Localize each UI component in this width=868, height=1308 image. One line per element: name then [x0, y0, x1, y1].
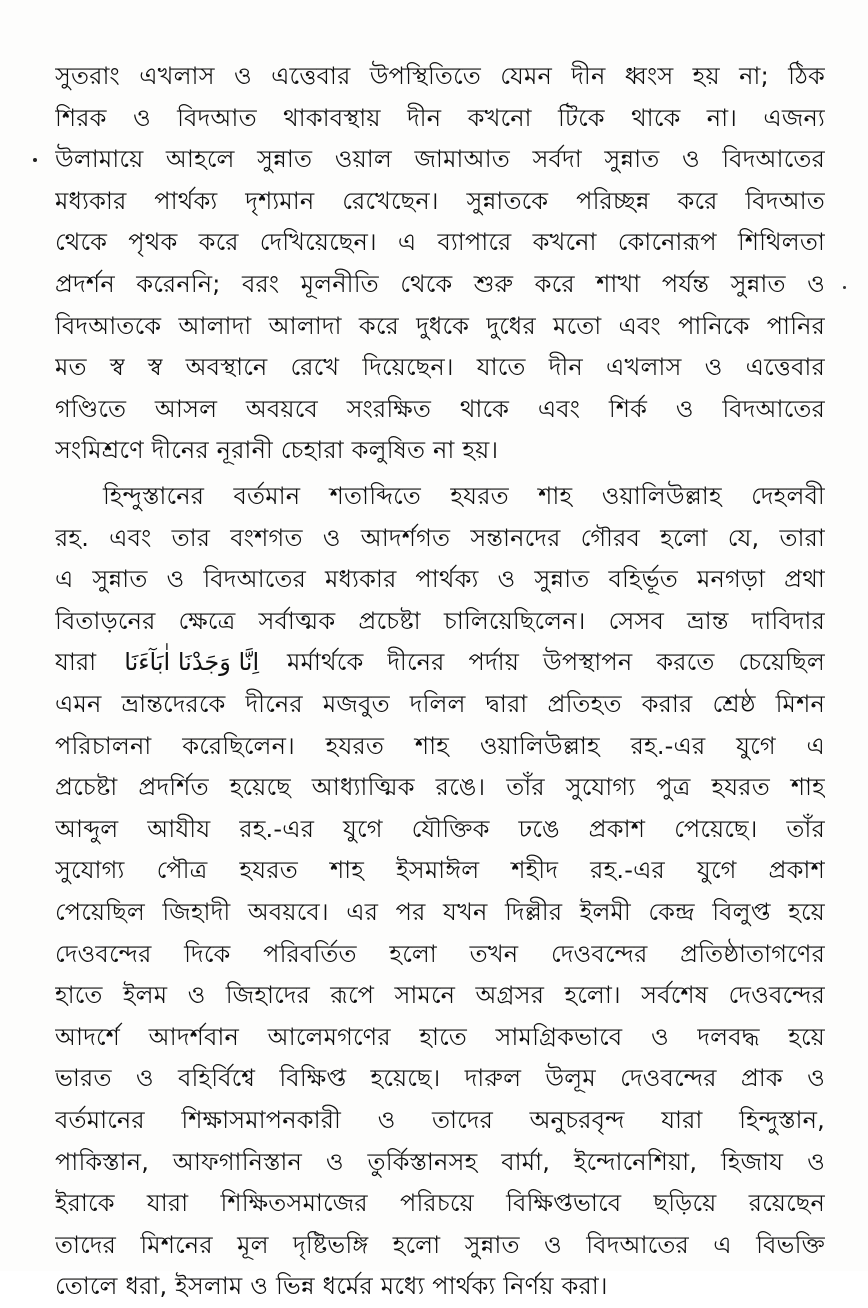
- stray-ink-dot: [33, 158, 37, 162]
- text-line: পাকিস্তান, আফগানিস্তান ও তুর্কিস্তানসহ বার্মা, ইন্দোনেশিয়া, হিজায ও: [55, 1147, 825, 1176]
- text-line: আব্দুল আযীয রহ.-এর যুগে যৌক্তিক ঢঙে প্রকাশ পেয়েছে। তাঁর: [55, 814, 825, 843]
- text-line: দেওবন্দের দিকে পরিবর্তিত হলো তখন দেওবন্দের প্রতিষ্ঠাতাগণের: [55, 939, 825, 968]
- text-line: মধ্যকার পার্থক্য দৃশ্যমান রেখেছেন। সুন্নাতকে পরিচ্ছন্ন করে বিদআত: [55, 186, 825, 215]
- text-line: উলামায়ে আহলে সুন্নাত ওয়াল জামাআত সর্বদা সুন্নাত ও বিদআতের: [55, 145, 825, 174]
- text-line: থেকে পৃথক করে দেখিয়েছেন। এ ব্যাপারে কখনো কোনোরূপ শিথিলতা: [55, 228, 825, 257]
- text-line: ভারত ও বহির্বিশ্বে বিক্ষিপ্ত হয়েছে। দারুল উলূম দেওবন্দের প্রাক ও: [55, 1064, 825, 1093]
- text-line: হাতে ইলম ও জিহাদের রূপে সামনে অগ্রসর হলো। সর্বশেষ দেওবন্দের: [55, 981, 825, 1010]
- text-line: এ সুন্নাত ও বিদআতের মধ্যকার পার্থক্য ও সুন্নাত বহির্ভূত মনগড়া প্রথা: [55, 565, 825, 594]
- text-fragment: মর্মার্থকে দীনের পর্দায় উপস্থাপন করতে চেয়েছিল: [287, 648, 825, 677]
- text-line: হিন্দুস্তানের বর্তমান শতাব্দিতে হযরত শাহ ওয়ালিউল্লাহ দেহলবী: [103, 482, 825, 510]
- text-line: সুতরাং এখলাস ও এত্তেবার উপস্থিতিতে যেমন দীন ধ্বংস হয় না; ঠিক: [55, 62, 825, 90]
- text-line: তাদের মিশনের মূল দৃষ্টিভঙ্গি হলো সুন্নাত ও বিদআতের এ বিভক্তি: [55, 1230, 825, 1259]
- paragraph-1: [55, 56, 825, 472]
- text-line: তোলে ধরা, ইসলাম ও ভিন্ন ধর্মের মধ্যে পার্থক্য নির্ণয় করা।: [55, 1272, 608, 1301]
- text-line: পেয়েছিল জিহাদী অবয়বে। এর পর যখন দিল্লীর ইলমী কেন্দ্র বিলুপ্ত হয়ে: [55, 897, 825, 926]
- text-line: আদর্শে আদর্শবান আলেমগণের হাতে সামগ্রিকভাবে ও দলবদ্ধ হয়ে: [55, 1022, 825, 1051]
- text-line: ইরাকে যারা শিক্ষিতসমাজের পরিচয়ে বিক্ষিপ্তভাবে ছড়িয়ে রয়েছেন: [55, 1189, 825, 1218]
- paragraph-2: [55, 476, 825, 1308]
- arabic-quote: اِنَّا وَجَدْنَا اٰبَآءَنَا: [124, 648, 260, 677]
- text-line: সংমিশ্রণে দীনের নূরানী চেহারা কলুষিত না হয়।: [55, 436, 499, 465]
- text-line: শিরক ও বিদআত থাকাবস্থায় দীন কখনো টিকে থাকে না। এজন্য: [55, 103, 825, 132]
- text-line: পরিচালনা করেছিলেন। হযরত শাহ ওয়ালিউল্লাহ রহ.-এর যুগে এ: [55, 731, 825, 760]
- text-line: বিতাড়নের ক্ষেত্রে সর্বাত্মক প্রচেষ্টা চালিয়েছিলেন। সেসব ভ্রান্ত দাবিদার: [55, 606, 825, 635]
- text-fragment: যারা: [55, 648, 97, 677]
- text-line: মত স্ব স্ব অবস্থানে রেখে দিয়েছেন। যাতে দীন এখলাস ও এত্তেবার: [55, 353, 825, 382]
- text-line: সুযোগ্য পৌত্র হযরত শাহ ইসমাঈল শহীদ রহ.-এর যুগে প্রকাশ: [55, 856, 825, 885]
- stray-ink-dot: [843, 286, 846, 289]
- text-line: রহ. এবং তার বংশগত ও আদর্শগত সন্তানদের গৌরব হলো যে, তারা: [55, 523, 825, 552]
- text-line: প্রচেষ্টা প্রদর্শিত হয়েছে আধ্যাত্মিক রঙে। তাঁর সুযোগ্য পুত্র হযরত শাহ: [55, 773, 825, 802]
- text-line: বর্তমানের শিক্ষাসমাপনকারী ও তাদের অনুচরবৃন্দ যারা হিন্দুস্তান,: [55, 1105, 825, 1134]
- text-line: বিদআতকে আলাদা আলাদা করে দুধকে দুধের মতো এবং পানিকে পানির: [55, 311, 825, 340]
- text-line: প্রদর্শন করেননি; বরং মূলনীতি থেকে শুরু করে শাখা পর্যন্ত সুন্নাত ও: [55, 269, 825, 298]
- text-line: এমন ভ্রান্তদেরকে দীনের মজবুত দলিল দ্বারা প্রতিহত করার শ্রেষ্ঠ মিশন: [55, 689, 825, 718]
- text-line-with-arabic: [55, 642, 825, 684]
- text-line: গণ্ডিতে আসল অবয়বে সংরক্ষিত থাকে এবং শির্ক ও বিদআতের: [55, 394, 825, 423]
